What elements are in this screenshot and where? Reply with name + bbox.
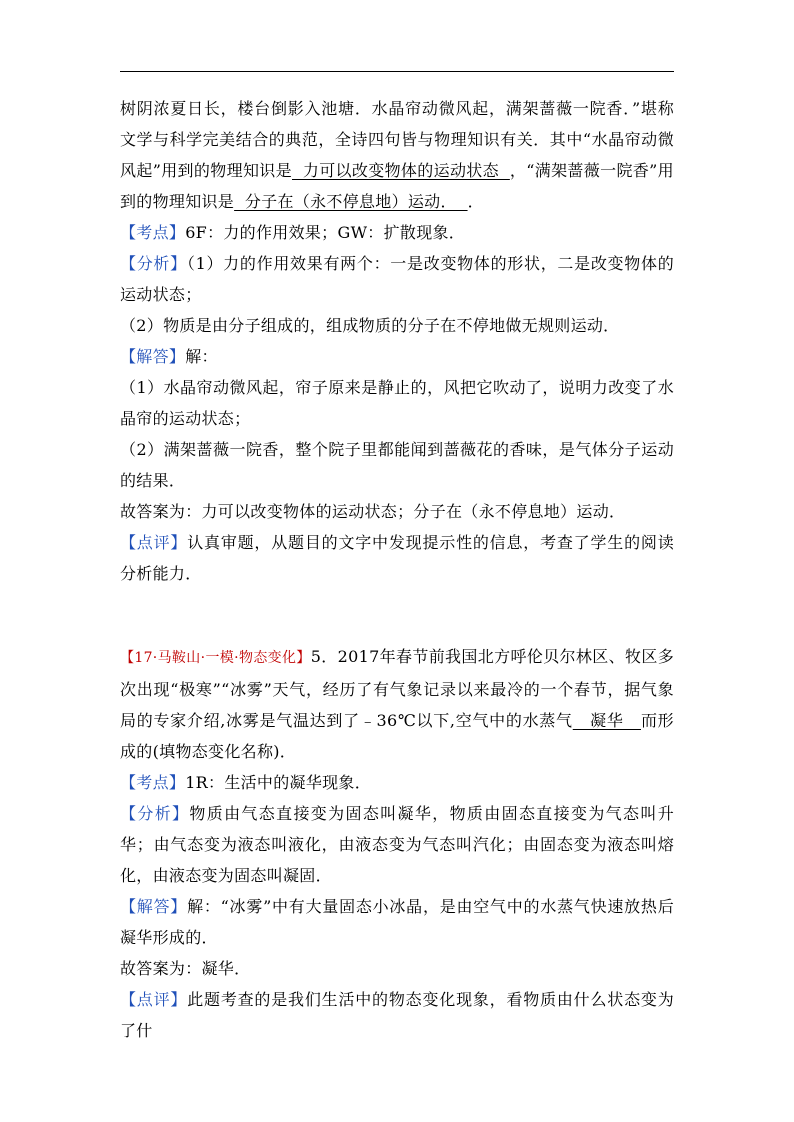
question-gap bbox=[120, 589, 674, 641]
q5-jieda bbox=[120, 891, 674, 953]
q5-stem-a: 5．2017年春节前我国北方呼伦贝尔林区、牧区多次出现“极寒”“冰雾”天气，经历了有气象记录以来最冷的一个春节，据气象局的专家介绍,冰雾是气温达到了﹣36℃以下,空气中的水蒸气 bbox=[120, 647, 674, 730]
q4-dianping bbox=[120, 527, 674, 589]
q5-dianping bbox=[120, 984, 674, 1046]
q4-answer-1: 力可以改变物体的运动状态 bbox=[291, 161, 510, 180]
kaodian-tag: 【考点】 bbox=[120, 773, 186, 792]
q4-stem bbox=[120, 93, 674, 217]
header-rule bbox=[120, 71, 674, 72]
content-body bbox=[120, 93, 674, 1046]
kaodian-text: 6F：力的作用效果；GW：扩散现象． bbox=[185, 223, 466, 242]
q4-stem-a: 树阴浓夏日长，楼台倒影入池塘．水晶帘动微风起，满架蔷薇一院香．”堪称文学与科学完美结合的典范，全诗四句皆与物理知识有关．其中“水晶帘动微风起”用到的物理知识是 bbox=[120, 99, 674, 180]
fenxi-tag: 【分析】 bbox=[120, 254, 187, 273]
q4-jieda bbox=[120, 341, 674, 372]
q4-jieda-2: （2）满架蔷薇一院香，整个院子里都能闻到蔷薇花的香味，是气体分子运动的结果． bbox=[120, 440, 674, 490]
kaodian-text: 1R：生活中的凝华现象． bbox=[185, 773, 372, 792]
q4-kaodian bbox=[120, 217, 674, 248]
fenxi-text-1: （1）力的作用效果有两个：一是改变物体的形状，二是改变物体的运动状态； bbox=[120, 254, 674, 304]
dianping-tag: 【点评】 bbox=[120, 990, 188, 1009]
dianping-text: 认真审题，从题目的文字中发现提示性的信息，考查了学生的阅读分析能力． bbox=[120, 533, 675, 583]
q5-kaodian bbox=[120, 767, 674, 798]
jieda-tag: 【解答】 bbox=[120, 347, 186, 366]
dianping-text: 此题考查的是我们生活中的物态变化现象，看物质由什么状态变为了什 bbox=[120, 990, 675, 1040]
q5-stem bbox=[120, 641, 674, 767]
fenxi-tag: 【分析】 bbox=[120, 804, 190, 823]
q4-final-answer: 故答案为：力可以改变物体的运动状态；分子在（永不停息地）运动． bbox=[120, 502, 626, 521]
jieda-head: 解： bbox=[185, 347, 218, 366]
q5-answer: 凝华 bbox=[572, 711, 641, 730]
kaodian-tag: 【考点】 bbox=[120, 223, 186, 242]
q5-fenxi bbox=[120, 798, 674, 891]
q5-stem-b: 而形成的(填物态变化名称)． bbox=[120, 711, 674, 761]
q4-fenxi-1 bbox=[120, 248, 674, 310]
q5-source-tag: 【17·马鞍山·一模·物态变化】 bbox=[120, 650, 311, 666]
dianping-tag: 【点评】 bbox=[120, 533, 188, 552]
q4-stem-c: ． bbox=[467, 192, 484, 211]
q5-final-answer: 故答案为：凝华． bbox=[120, 959, 251, 978]
jieda-tag: 【解答】 bbox=[120, 897, 188, 916]
q4-fenxi-2: （2）物质是由分子组成的，组成物质的分子在不停地做无规则运动． bbox=[120, 316, 620, 335]
q4-answer-2: 分子在（永不停息地）运动． bbox=[234, 192, 468, 211]
q4-jieda-1: （1）水晶帘动微风起，帘子原来是静止的，风把它吹动了，说明力改变了水晶帘的运动状态； bbox=[120, 378, 674, 428]
jieda-text: 解：“冰雾”中有大量固态小冰晶，是由空气中的水蒸气快速放热后凝华形成的． bbox=[120, 897, 674, 947]
fenxi-text: 物质由气态直接变为固态叫凝华，物质由固态直接变为气态叫升华；由气态变为液态叫液化，由液态变为气态叫汽化；由固态变为液态叫熔化，由液态变为固态叫凝固． bbox=[120, 804, 675, 885]
q4-stem-b: ，“满架蔷薇一院香”用到的物理知识是 bbox=[120, 161, 674, 211]
